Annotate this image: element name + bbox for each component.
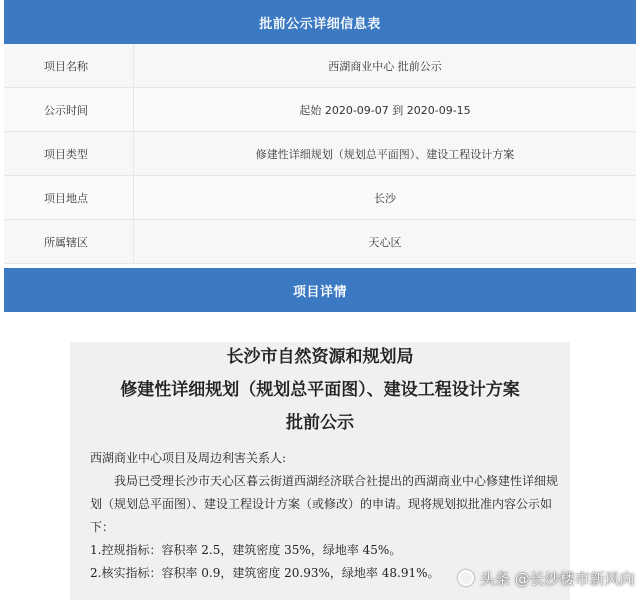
doc-title-line3: 批前公示 <box>286 413 354 433</box>
doc-paragraph: 我局已受理长沙市天心区暮云街道西湖经济联合社提出的西湖商业中心修建性详细规划（规划总平面图）、建设工程设计方案（或修改）的申请。现将规划拟批准内容公示如下： <box>90 474 559 534</box>
doc-title-line2: 修建性详细规划（规划总平面图）、建设工程设计方案 <box>120 380 520 400</box>
row-label: 所属辖区 <box>4 220 134 263</box>
table-header-title: 批前公示详细信息表 <box>259 16 381 32</box>
row-label: 项目地点 <box>4 176 134 219</box>
details-header-title: 项目详情 <box>292 284 347 300</box>
doc-item-2: 2.核实指标：容积率 0.9，建筑密度 20.93%，绿地率 48.91%。 <box>90 566 440 580</box>
row-label: 项目类型 <box>4 132 134 175</box>
row-value: 西湖商业中心 批前公示 <box>328 59 442 73</box>
row-value: 起始 2020-09-07 到 2020-09-15 <box>299 103 471 117</box>
table-row <box>4 88 636 132</box>
table-row <box>4 132 636 176</box>
row-label: 公示时间 <box>4 88 134 131</box>
table-header <box>4 0 636 44</box>
info-table <box>4 44 636 264</box>
toutiao-logo-icon <box>458 570 474 586</box>
watermark <box>458 564 640 592</box>
doc-title-line1: 长沙市自然资源和规划局 <box>226 347 414 367</box>
watermark-text: 头条 @长沙楼市新风向 <box>480 569 635 588</box>
row-value: 修建性详细规划（规划总平面图）、建设工程设计方案 <box>255 147 515 161</box>
row-value: 天心区 <box>368 235 402 249</box>
row-value: 长沙 <box>374 191 396 205</box>
table-row <box>4 220 636 264</box>
row-label: 项目名称 <box>4 44 134 87</box>
doc-salutation: 西湖商业中心项目及周边利害关系人: <box>90 451 287 465</box>
notice-document <box>70 342 570 600</box>
table-row <box>4 176 636 220</box>
details-header <box>4 268 636 312</box>
doc-item-1: 1.控规指标：容积率 2.5，建筑密度 35%，绿地率 45%。 <box>90 543 402 557</box>
table-row <box>4 44 636 88</box>
